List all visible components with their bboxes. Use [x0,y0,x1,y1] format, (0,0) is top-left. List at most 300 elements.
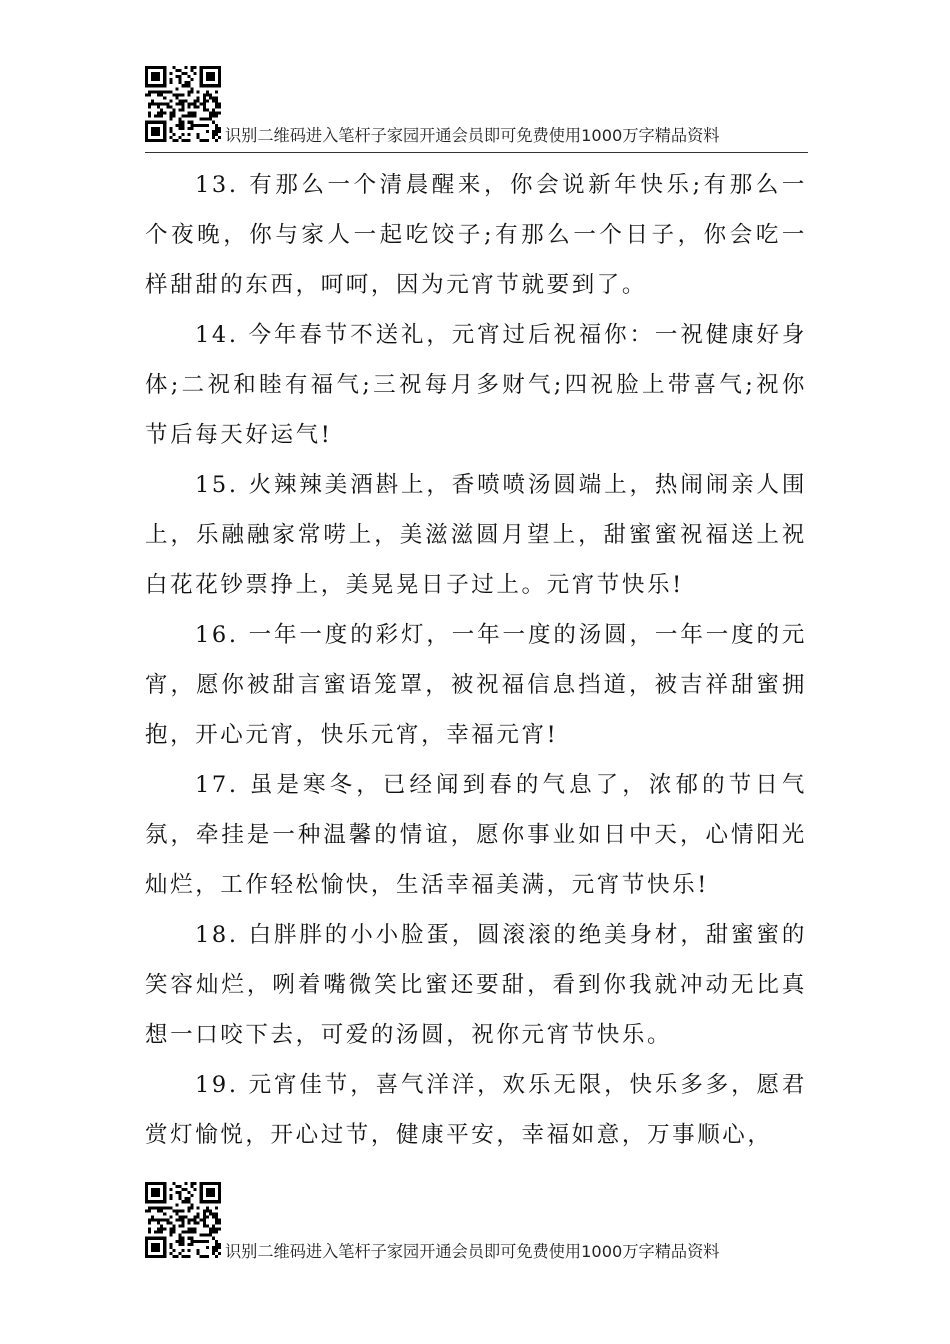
qr-module [218,1191,221,1194]
qr-module [188,102,191,105]
qr-module [145,1209,148,1212]
qr-module [169,1228,172,1231]
qr-module [200,1182,203,1185]
qr-module [203,66,206,69]
qr-module [157,1200,160,1203]
qr-module [197,1240,200,1243]
qr-module [218,75,221,78]
qr-module [185,1231,188,1234]
qr-module [191,69,194,72]
qr-module [188,1255,191,1258]
qr-module [191,1185,194,1188]
qr-module [185,1182,188,1185]
qr-module [197,1222,200,1225]
qr-module [157,1243,160,1246]
qr-module [215,1182,218,1185]
qr-module [163,1191,166,1194]
qr-module [160,139,163,142]
qr-module [154,1243,157,1246]
qr-module [203,102,206,105]
qr-module [172,109,175,112]
qr-module [218,81,221,84]
qr-module [157,133,160,136]
qr-module [203,124,206,127]
qr-module [178,1240,181,1243]
document-body [145,160,807,1160]
qr-module [163,69,166,72]
qr-module [178,121,181,124]
qr-module [215,1218,218,1221]
qr-module [145,1191,148,1194]
qr-module [157,1249,160,1252]
qr-module [206,1200,209,1203]
qr-module [191,1240,194,1243]
paragraph-14: 14. 今年春节不送礼，元宵过后祝福你：一祝健康好身体;二祝和睦有福气;三祝每月多财气;四祝脸上带喜气;祝你节后每天好运气! [145,322,807,448]
qr-module [203,106,206,109]
qr-module [163,121,166,124]
paragraph-16: 16. 一年一度的彩灯，一年一度的汤圆，一年一度的元宵，愿你被甜言蜜语笼罩，被祝福信息挡道，被吉祥甜蜜拥抱，开心元宵，快乐元宵，幸福元宵! [145,622,807,748]
qr-module [194,66,197,69]
qr-module [206,1194,209,1197]
qr-module [151,133,154,136]
qr-module [188,1222,191,1225]
qr-module [200,81,203,84]
qr-module [166,1206,169,1209]
qr-module [191,102,194,105]
qr-module [191,1206,194,1209]
qr-module [148,84,151,87]
qr-module [151,130,154,133]
qr-module [188,139,191,142]
qr-module [178,109,181,112]
qr-module [209,1182,212,1185]
qr-module [203,1255,206,1258]
qr-module [172,1228,175,1231]
qr-module [151,1194,154,1197]
qr-module [215,1243,218,1246]
qr-module [172,1231,175,1234]
qr-module [157,1255,160,1258]
qr-module [169,1206,172,1209]
qr-module [178,78,181,81]
qr-module [157,1246,160,1249]
qr-module [212,99,215,102]
qr-module [194,1222,197,1225]
qr-module [203,84,206,87]
qr-module [145,69,148,72]
qr-module [163,72,166,75]
qr-module [206,1234,209,1237]
qr-module [181,102,184,105]
qr-module [181,124,184,127]
qr-module [148,1222,151,1225]
qr-module [188,1197,191,1200]
qr-module [163,1212,166,1215]
qr-module [175,1191,178,1194]
qr-module [215,127,218,130]
qr-module [151,1206,154,1209]
qr-module [209,75,212,78]
qr-module [151,1200,154,1203]
qr-module [200,1240,203,1243]
qr-module [163,133,166,136]
qr-module [212,84,215,87]
qr-module [209,72,212,75]
qr-module [178,1185,181,1188]
qr-module [145,136,148,139]
qr-module [215,1231,218,1234]
qr-module [191,78,194,81]
qr-module [188,75,191,78]
qr-module [178,81,181,84]
qr-module [172,1182,175,1185]
qr-module [200,1188,203,1191]
qr-module [203,1234,206,1237]
qr-module [206,1191,209,1194]
qr-module [157,1237,160,1240]
qr-module [185,81,188,84]
qr-module [218,69,221,72]
qr-module [212,115,215,118]
qr-module [169,115,172,118]
qr-module [212,1225,215,1228]
qr-module [157,106,160,109]
qr-module [157,1231,160,1234]
qr-module [163,84,166,87]
qr-module [191,87,194,90]
qr-module [154,1231,157,1234]
qr-module [212,1200,215,1203]
qr-module [215,99,218,102]
paragraph-18: 18. 白胖胖的小小脸蛋，圆滚滚的绝美身材，甜蜜蜜的笑容灿烂，咧着嘴微笑比蜜还要甜，看到你我就冲动无比真想一口咬下去，可爱的汤圆，祝你元宵节快乐。 [145,922,807,1048]
qr-module [154,1206,157,1209]
qr-module [157,1228,160,1231]
qr-module [203,1209,206,1212]
qr-module [160,112,163,115]
qr-module [191,1231,194,1234]
qr-module [215,1215,218,1218]
qr-module [166,1222,169,1225]
qr-module [197,90,200,93]
qr-module [169,118,172,121]
qr-module [194,102,197,105]
qr-module [154,1218,157,1221]
qr-module [215,66,218,69]
qr-module [212,1228,215,1231]
qr-module [203,1212,206,1215]
qr-module [203,1222,206,1225]
qr-module [175,1255,178,1258]
qr-module [157,102,160,105]
qr-module [166,1218,169,1221]
qr-module [181,1237,184,1240]
qr-module [194,1215,197,1218]
qr-module [157,66,160,69]
qr-module [151,1249,154,1252]
qr-module [175,75,178,78]
qr-module [148,1218,151,1221]
qr-module [160,115,163,118]
qr-module [181,1215,184,1218]
qr-module [145,1185,148,1188]
qr-module [218,1222,221,1225]
qr-module [157,93,160,96]
qr-module [200,1191,203,1194]
qr-module [218,1197,221,1200]
qr-module [169,130,172,133]
qr-module [203,118,206,121]
qr-module [188,121,191,124]
qr-module [163,90,166,93]
qr-module [169,1243,172,1246]
qr-module [197,106,200,109]
qr-module [151,1237,154,1240]
qr-module [191,1182,194,1185]
qr-module [178,118,181,121]
qr-module [151,78,154,81]
qr-module [163,1243,166,1246]
qr-module [206,118,209,121]
qr-module [218,1246,221,1249]
qr-module [185,1200,188,1203]
qr-module [218,78,221,81]
qr-module [178,136,181,139]
qr-module [169,72,172,75]
qr-module [145,1182,148,1185]
qr-module [215,124,218,127]
qr-module [181,1240,184,1243]
qr-module [157,1218,160,1221]
qr-module [145,124,148,127]
qr-module [178,1243,181,1246]
qr-module [191,127,194,130]
qr-code-icon[interactable] [145,1182,221,1258]
qr-module [181,1209,184,1212]
qr-module [194,106,197,109]
qr-module [166,102,169,105]
qr-module [181,1225,184,1228]
qr-module [145,1188,148,1191]
qr-module [145,1255,148,1258]
qr-module [169,1188,172,1191]
qr-module [215,1255,218,1258]
qr-module [194,115,197,118]
qr-module [212,66,215,69]
qr-module [209,1209,212,1212]
qr-module [218,106,221,109]
qr-module [188,1206,191,1209]
qr-module [151,1246,154,1249]
qr-module [145,93,148,96]
qr-module [154,102,157,105]
qr-module [157,1222,160,1225]
qr-module [197,96,200,99]
qr-module [163,1200,166,1203]
qr-module [172,133,175,136]
qr-module [148,1228,151,1231]
qr-module [200,118,203,121]
qr-code-icon[interactable] [145,66,221,142]
qr-module [163,1218,166,1221]
qr-module [200,139,203,142]
qr-module [212,96,215,99]
qr-module [215,102,218,105]
qr-module [209,1228,212,1231]
qr-module [172,93,175,96]
qr-module [185,1197,188,1200]
qr-module [178,1191,181,1194]
qr-module [175,87,178,90]
qr-module [148,121,151,124]
qr-module [172,1209,175,1212]
qr-module [194,1218,197,1221]
qr-module [203,1215,206,1218]
qr-module [200,102,203,105]
qr-module [194,72,197,75]
qr-module [148,66,151,69]
qr-module [157,1182,160,1185]
qr-module [145,72,148,75]
qr-module [218,1243,221,1246]
paragraph-19: 19. 元宵佳节，喜气洋洋，欢乐无限，快乐多多，愿君赏灯愉悦，开心过节，健康平安，幸福如意，万事顺心， [145,1072,807,1148]
qr-module [197,1212,200,1215]
qr-module [178,127,181,130]
qr-module [215,96,218,99]
qr-module [160,1237,163,1240]
qr-module [169,1194,172,1197]
qr-module [215,130,218,133]
qr-module [178,1194,181,1197]
qr-module [178,1237,181,1240]
qr-module [154,1191,157,1194]
qr-module [178,1197,181,1200]
qr-module [163,1188,166,1191]
qr-module [197,1215,200,1218]
qr-module [163,130,166,133]
qr-module [181,121,184,124]
qr-module [212,1237,215,1240]
qr-module [178,1225,181,1228]
qr-module [188,1200,191,1203]
qr-module [160,121,163,124]
qr-module [178,1209,181,1212]
qr-module [145,139,148,142]
qr-module [172,115,175,118]
qr-module [160,66,163,69]
qr-module [148,139,151,142]
qr-module [181,139,184,142]
qr-module [200,124,203,127]
qr-module [181,1222,184,1225]
qr-module [148,90,151,93]
qr-module [145,78,148,81]
qr-module [185,1188,188,1191]
qr-module [178,1218,181,1221]
qr-module [157,139,160,142]
qr-module [191,90,194,93]
qr-module [148,1206,151,1209]
qr-module [157,127,160,130]
qr-module [191,1203,194,1206]
qr-module [178,102,181,105]
qr-module [191,1237,194,1240]
qr-module [163,112,166,115]
qr-module [191,121,194,124]
qr-module [181,1243,184,1246]
qr-module [206,1206,209,1209]
qr-module [157,112,160,115]
qr-module [160,90,163,93]
qr-module [163,96,166,99]
qr-module [154,115,157,118]
qr-module [209,112,212,115]
qr-module [185,99,188,102]
qr-module [154,127,157,130]
qr-module [194,1240,197,1243]
qr-module [178,99,181,102]
qr-module [181,133,184,136]
qr-module [188,90,191,93]
qr-module [209,96,212,99]
qr-module [157,1206,160,1209]
qr-module [178,75,181,78]
qr-module [157,1194,160,1197]
qr-module [163,1252,166,1255]
qr-module [191,112,194,115]
qr-module [169,1234,172,1237]
qr-module [160,1231,163,1234]
qr-module [160,109,163,112]
qr-module [209,84,212,87]
qr-module [188,1249,191,1252]
qr-module [181,106,184,109]
qr-module [181,1231,184,1234]
qr-module [218,130,221,133]
qr-module [178,69,181,72]
qr-module [203,1182,206,1185]
qr-module [151,121,154,124]
qr-module [212,136,215,139]
qr-module [151,127,154,130]
qr-module [212,75,215,78]
qr-module [151,66,154,69]
qr-module [145,1246,148,1249]
qr-module [154,1194,157,1197]
qr-module [188,106,191,109]
qr-module [206,99,209,102]
qr-module [200,1185,203,1188]
qr-module [163,1249,166,1252]
qr-module [157,75,160,78]
qr-module [154,66,157,69]
qr-module [169,78,172,81]
qr-module [191,1218,194,1221]
footer-text: 识别二维码进入笔杆子家园开通会员即可免费使用1000万字精品资料 [225,1242,720,1261]
qr-module [151,139,154,142]
qr-module [178,93,181,96]
qr-module [151,75,154,78]
qr-module [209,1200,212,1203]
qr-module [154,1200,157,1203]
qr-module [157,121,160,124]
qr-module [169,90,172,93]
qr-module [185,72,188,75]
qr-module [169,136,172,139]
qr-module [203,109,206,112]
qr-module [166,90,169,93]
qr-module [163,75,166,78]
qr-module [148,1231,151,1234]
